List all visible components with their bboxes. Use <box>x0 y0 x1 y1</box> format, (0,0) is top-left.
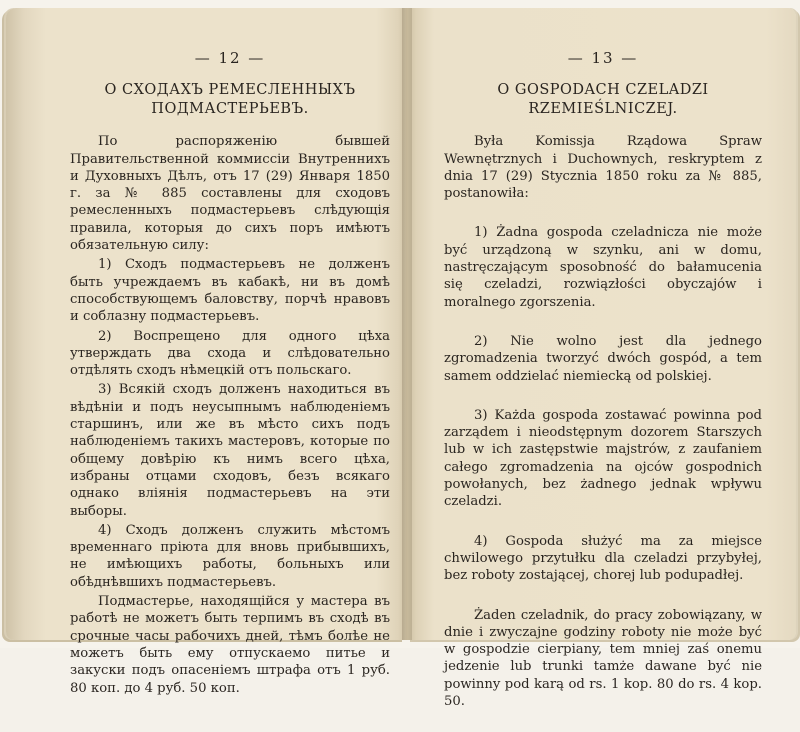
left-paragraph: 1) Сходъ подмастерьевъ не долженъ быть учреждаемъ въ кабакѣ, ни въ домѣ способствующемъ баловству, порчѣ нравовъ и соблазну подмастерьевъ. <box>70 257 390 325</box>
left-paragraph: Подмастерье, находящійся у мастера въ работѣ не можетъ быть терпимъ въ сходѣ въ срочные часы рабочихъ дней, тѣмъ болѣе не можетъ быть ему отпускаемо питье и закуски подъ опасеніемъ штрафа отъ 1 руб. 80 коп. до 4 руб. 50 коп. <box>70 594 390 696</box>
left-paragraph: 2) Воспрещено для одного цѣха утверждать два схода и слѣдовательно отдѣлять сходъ нѣмецкій отъ польскаго. <box>70 328 390 379</box>
open-book <box>6 8 796 710</box>
right-page-number: — 13 — <box>567 49 639 67</box>
left-page-title: О СХОДАХЪ РЕМЕСЛЕННЫХЪ ПОДМАСТЕРЬЕВЪ. <box>104 82 356 118</box>
right-paragraph: Żaden czeladnik, do pracy zobowiązany, w dnie i zwyczajne godziny roboty nie może być w gospodzie cierpiany, tem mniej zaś onemu jedzenie lub trunki tamże dawane być nie powinny pod karą od rs. 1 kop. 80 do rs. 4 kop. 50. <box>444 607 762 710</box>
left-paragraph: 4) Сходъ долженъ служить мѣстомъ временнаго пріюта для вновь прибывшихъ, не имѣющихъ работы, больныхъ или обѣднѣвшихъ подмастерьевъ. <box>70 522 390 590</box>
right-paragraph: 1) Żadna gospoda czeladnicza nie może być urządzoną w szynku, ani w domu, nastręczającym sposobność do bałamucenia się czeladzi, rozwiązłości obyczajów i moralnego zgorszenia. <box>444 225 762 310</box>
right-paragraph: 2) Nie wolno jest dla jednego zgromadzenia tworzyć dwóch gospód, a tem samem oddzielać niemiecką od polskiej. <box>444 333 762 384</box>
right-paragraph: 4) Gospoda służyć ma za miejsce chwilowego przytułku dla czeladzi przybyłej, bez roboty zostającej, chorej lub podupadłej. <box>444 533 762 584</box>
right-page-text <box>444 50 762 732</box>
right-page-title: O GOSPODACH CZELADZI RZEMIEŚLNICZEJ. <box>497 82 709 118</box>
right-paragraph: Była Komissja Rządowa Spraw Wewnętrznych i Duchownych, reskryptem z dnia 17 (29) Stycznia 1850 roku za № 885, postanowiła: <box>444 134 762 202</box>
left-paragraph: По распоряженію бывшей Правительственной коммиссіи Внутреннихъ и Духовныхъ Дѣлъ, отъ 17 (29) Января 1850 г. за № 885 составлены для сходовъ ремесленныхъ подмастерьевъ слѣдующія правила, которыя до сихъ поръ имѣютъ обязательную силу: <box>70 134 390 254</box>
right-paragraph: 3) Każda gospoda zostawać powinna pod zarządem i nieodstępnym dozorem Starszych lub w ich zastępstwie majstrów, z zaufaniem całego zgromadzenia na ojców gospodnich powołanych, bez żadnego jednak wpływu czeladzi. <box>444 407 762 510</box>
book-gutter <box>402 8 412 640</box>
left-paragraph: 3) Всякій сходъ долженъ находиться въ вѣдѣніи и подъ неусыпнымъ наблюденіемъ старшинъ, или же въ мѣсто сихъ подъ наблюденіемъ такихъ мастеровъ, которые по общему довѣрію къ нимъ всего цѣха, избраны отцами сходовъ, безъ всякаго однако вліянія подмастерьевъ на эти выборы. <box>70 382 390 519</box>
left-page-number: — 12 — <box>194 49 266 67</box>
left-page-text <box>70 50 390 699</box>
